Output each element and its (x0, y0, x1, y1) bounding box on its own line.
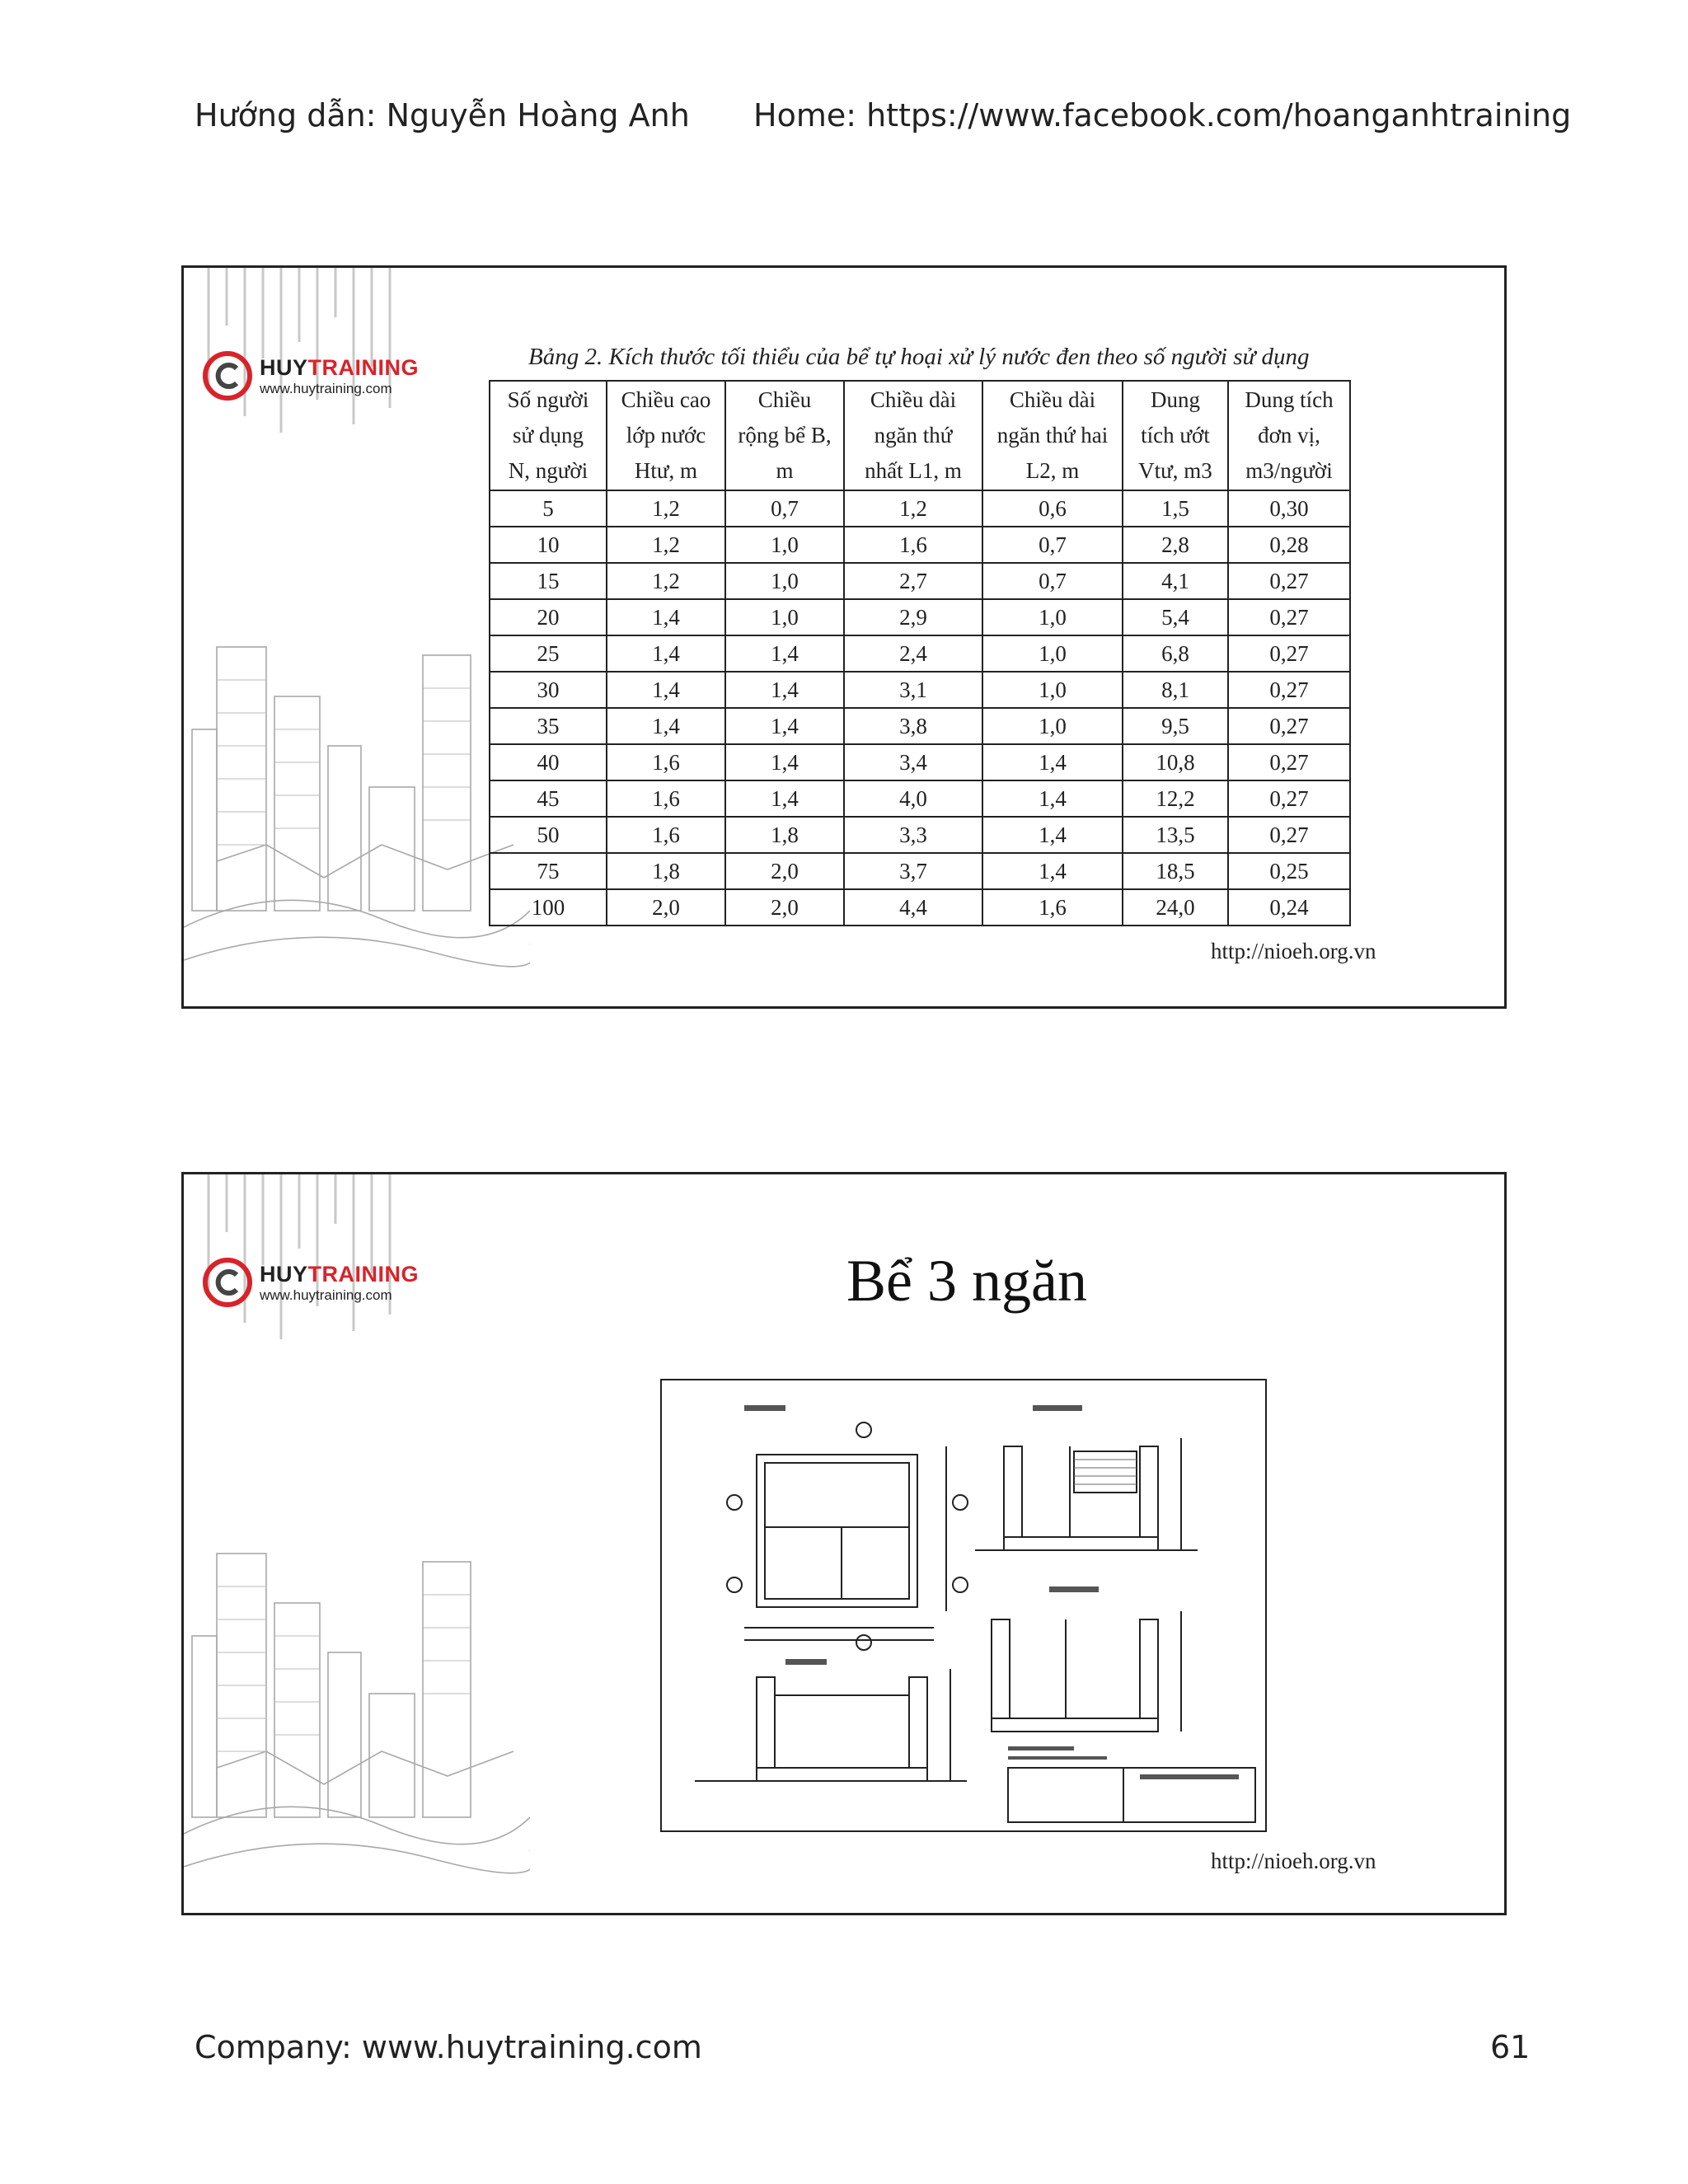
table-cell: 45 (490, 780, 607, 817)
source-link[interactable]: http://nioeh.org.vn (1211, 1849, 1376, 1873)
table-cell: 1,0 (725, 527, 844, 563)
table-cell: 0,27 (1228, 635, 1350, 672)
table-row (490, 889, 1350, 926)
table-caption: Bảng 2. Kích thước tối thiểu của bể tự hoại xử lý nước đen theo số người sử dụng (528, 344, 1310, 370)
table-cell: 1,0 (982, 635, 1123, 672)
page-number: 61 (1490, 2029, 1531, 2065)
table-cell: 0,7 (982, 563, 1123, 599)
header-cell: Chiều dài ngăn thứ hai L2, m (982, 381, 1123, 490)
table-cell: 0,27 (1228, 780, 1350, 817)
table-cell: 1,2 (607, 490, 725, 527)
table-cell: 1,4 (725, 780, 844, 817)
table-cell: 1,0 (725, 563, 844, 599)
table-cell: 20 (490, 599, 607, 635)
table-cell: 1,8 (607, 853, 725, 889)
table-cell: 0,28 (1228, 527, 1350, 563)
table-cell: 100 (490, 889, 607, 926)
table-cell: 1,0 (725, 599, 844, 635)
table-row (490, 672, 1350, 708)
table-cell: 8,1 (1123, 672, 1228, 708)
table-row (490, 780, 1350, 817)
table-cell: 0,27 (1228, 599, 1350, 635)
table-cell: 4,4 (844, 889, 982, 926)
table-cell: 3,4 (844, 744, 982, 780)
table-cell: 1,0 (982, 672, 1123, 708)
table-cell: 1,4 (607, 708, 725, 744)
table-cell: 1,2 (607, 527, 725, 563)
table-cell: 1,6 (607, 780, 725, 817)
table-row (490, 853, 1350, 889)
table-cell: 3,8 (844, 708, 982, 744)
table-cell: 30 (490, 672, 607, 708)
table-cell: 0,27 (1228, 744, 1350, 780)
table-cell: 0,27 (1228, 708, 1350, 744)
header-cell: Chiều cao lớp nước Htư, m (607, 381, 725, 490)
table-cell: 0,27 (1228, 672, 1350, 708)
table-row (490, 599, 1350, 635)
table-cell: 1,0 (982, 708, 1123, 744)
logo-name-part1: HUY (260, 354, 308, 380)
huytraining-logo (202, 350, 419, 401)
table-row (490, 744, 1350, 780)
table-cell: 13,5 (1123, 817, 1228, 853)
table-cell: 1,4 (725, 635, 844, 672)
slide-table (181, 265, 1507, 1009)
table-cell: 1,8 (725, 817, 844, 853)
table-row (490, 708, 1350, 744)
table-cell: 2,0 (725, 853, 844, 889)
table-cell: 6,8 (1123, 635, 1228, 672)
table-cell: 1,5 (1123, 490, 1228, 527)
table-cell: 1,4 (725, 708, 844, 744)
table-cell: 5,4 (1123, 599, 1228, 635)
table-cell: 1,6 (982, 889, 1123, 926)
table-cell: 5 (490, 490, 607, 527)
slide-three-compartment (181, 1172, 1507, 1915)
table-cell: 18,5 (1123, 853, 1228, 889)
table-header-row (490, 381, 1350, 490)
table-cell: 1,4 (607, 672, 725, 708)
table-cell: 10,8 (1123, 744, 1228, 780)
table-cell: 3,7 (844, 853, 982, 889)
header-cell: Chiều rộng bể B, m (725, 381, 844, 490)
table-cell: 0,7 (725, 490, 844, 527)
table-cell: 40 (490, 744, 607, 780)
header-cell: Dung tích đơn vị, m3/người (1228, 381, 1350, 490)
table-cell: 1,4 (725, 672, 844, 708)
slide-title: Bể 3 ngăn (846, 1248, 1087, 1314)
logo-name-part2: TRAINING (307, 354, 420, 380)
table-cell: 0,25 (1228, 853, 1350, 889)
table-cell: 2,7 (844, 563, 982, 599)
table-cell: 1,4 (982, 817, 1123, 853)
table-cell: 3,1 (844, 672, 982, 708)
table-cell: 9,5 (1123, 708, 1228, 744)
logo-name-part1: HUY (260, 1261, 308, 1286)
logo-mark-icon (202, 350, 253, 401)
table-cell: 0,7 (982, 527, 1123, 563)
table-cell: 50 (490, 817, 607, 853)
table-cell: 1,4 (982, 780, 1123, 817)
table-cell: 1,4 (725, 744, 844, 780)
table-cell: 2,0 (725, 889, 844, 926)
table-cell: 1,2 (607, 563, 725, 599)
table-row (490, 563, 1350, 599)
table-cell: 1,6 (607, 817, 725, 853)
header-cell: Dung tích ướt Vtư, m3 (1123, 381, 1228, 490)
table-cell: 24,0 (1123, 889, 1228, 926)
header-cell: Số người sử dụng N, người (490, 381, 607, 490)
table-cell: 10 (490, 527, 607, 563)
table-cell: 2,0 (607, 889, 725, 926)
table-row (490, 817, 1350, 853)
table-cell: 1,2 (844, 490, 982, 527)
logo-url: www.huytraining.com (260, 1286, 392, 1303)
table-cell: 15 (490, 563, 607, 599)
table-cell: 0,30 (1228, 490, 1350, 527)
logo-name-part2: TRAINING (307, 1261, 420, 1286)
table-cell: 4,0 (844, 780, 982, 817)
table-cell: 35 (490, 708, 607, 744)
source-link[interactable]: http://nioeh.org.vn (1211, 939, 1376, 963)
table-cell: 2,4 (844, 635, 982, 672)
header-cell: Chiều dài ngăn thứ nhất L1, m (844, 381, 982, 490)
header-home-link[interactable]: Home: https://www.facebook.com/hoanganhtraining (753, 97, 1572, 134)
table-cell: 1,6 (844, 527, 982, 563)
table-cell: 12,2 (1123, 780, 1228, 817)
table-cell: 0,6 (982, 490, 1123, 527)
table-cell: 1,4 (607, 599, 725, 635)
table-cell: 0,27 (1228, 563, 1350, 599)
table-cell: 1,4 (982, 853, 1123, 889)
table-cell: 1,6 (607, 744, 725, 780)
table-cell: 1,4 (607, 635, 725, 672)
table-cell: 1,0 (982, 599, 1123, 635)
logo-url: www.huytraining.com (260, 380, 392, 396)
table-cell: 75 (490, 853, 607, 889)
table-cell: 2,9 (844, 599, 982, 635)
table-row (490, 635, 1350, 672)
table-cell: 2,8 (1123, 527, 1228, 563)
table-cell: 25 (490, 635, 607, 672)
footer-company[interactable]: Company: www.huytraining.com (195, 2029, 702, 2065)
septic-tank-dimensions-table (489, 380, 1351, 926)
table-row (490, 527, 1350, 563)
table-cell: 0,27 (1228, 817, 1350, 853)
three-compartment-tank-drawing (660, 1379, 1267, 1832)
table-cell: 4,1 (1123, 563, 1228, 599)
table-row (490, 490, 1350, 527)
table-cell: 0,24 (1228, 889, 1350, 926)
table-cell: 3,3 (844, 817, 982, 853)
table-cell: 1,4 (982, 744, 1123, 780)
header-author: Hướng dẫn: Nguyễn Hoàng Anh (195, 97, 690, 134)
